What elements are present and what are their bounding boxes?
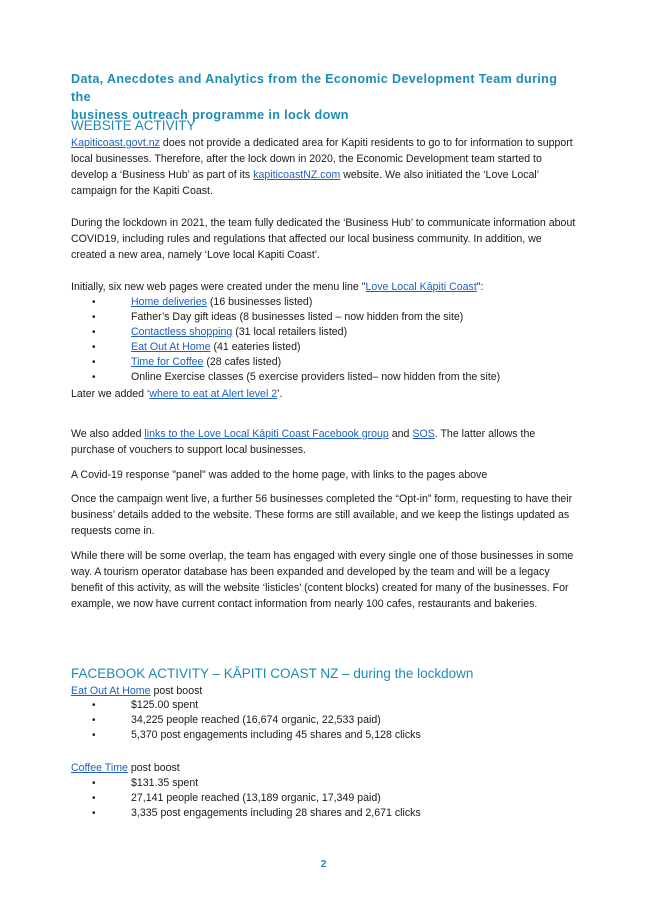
website-paragraph-1 <box>71 135 576 199</box>
title-line-2: business outreach programme in lock down <box>71 108 349 122</box>
list-item-text: (31 local retailers listed) <box>232 326 348 338</box>
list-item <box>71 806 576 821</box>
list-item-text: 34,225 people reached (16,674 organic, 22,533 paid) <box>131 714 381 726</box>
list-item-text: 5,370 post engagements including 45 shares and 5,128 clicks <box>131 729 421 741</box>
contactless-shopping-link[interactable]: Contactless shopping <box>131 326 233 338</box>
web-pages-list <box>71 295 576 385</box>
list-item <box>71 698 576 713</box>
coffee-time-boost-list <box>71 776 576 821</box>
list-item-text: 3,335 post engagements including 28 shares and 2,671 clicks <box>131 807 421 819</box>
bullet-icon: • <box>92 700 96 711</box>
website-paragraph-6: Once the campaign went live, a further 56 businesses completed the “Opt-in” form, requesting to have their business’ details added to the website. These forms are still available, and we keep the listings updated as requests come in. <box>71 493 573 537</box>
bullet-icon: • <box>92 297 96 308</box>
website-p3-text-b: ": <box>476 281 484 293</box>
bullet-icon: • <box>92 372 96 383</box>
time-for-coffee-link[interactable]: Time for Coffee <box>131 356 204 368</box>
eat-out-at-home-boost-link[interactable]: Eat Out At Home <box>71 685 151 697</box>
list-item-text: (28 cafes listed) <box>203 356 282 368</box>
sos-link[interactable]: SOS <box>412 428 435 440</box>
boost-suffix: post boost <box>150 685 203 697</box>
list-item <box>71 791 576 806</box>
website-paragraph-4 <box>71 426 576 458</box>
list-item <box>71 310 576 325</box>
boost-suffix: post boost <box>127 762 180 774</box>
page-number: 2 <box>320 858 327 870</box>
list-item-text: 27,141 people reached (13,189 organic, 17,349 paid) <box>131 792 381 804</box>
coffee-time-boost-title <box>71 760 576 776</box>
bullet-icon: • <box>92 357 96 368</box>
list-item <box>71 355 576 370</box>
website-p3-text-a: Initially, six new web pages were created under the menu line " <box>71 281 366 293</box>
list-item-text: (41 eateries listed) <box>210 341 301 353</box>
later-added-line <box>71 386 576 402</box>
list-item-text: Online Exercise classes (5 exercise providers listed– now hidden from the site) <box>131 371 501 383</box>
website-paragraph-2: During the lockdown in 2021, the team fully dedicated the ‘Business Hub’ to communicate information about COVID19, including rules and regulations that affected our local business community. In addition, we created a new area, namely ‘Love local Kapiti Coast’. <box>71 217 576 261</box>
where-to-eat-alert-level-2-link[interactable]: where to eat at Alert level 2 <box>149 388 278 400</box>
eat-out-at-home-link[interactable]: Eat Out At Home <box>131 341 211 353</box>
website-p4-text-c: . The latter allows the purchase of vouchers to support local businesses. <box>71 428 536 456</box>
coffee-time-boost-link[interactable]: Coffee Time <box>71 762 128 774</box>
title-line-1: Data, Anecdotes and Analytics from the Economic Development Team during the <box>71 72 558 104</box>
later-text-a: Later we added ‘ <box>71 388 150 400</box>
website-paragraph-5: A Covid-19 response "panel" was added to the home page, with links to the pages above <box>71 469 488 481</box>
eat-out-boost-list <box>71 698 576 743</box>
list-item <box>71 295 576 310</box>
website-p1-text-a: does not provide a dedicated area for Kapiti residents to go to for information to support local businesses. Therefore, after the lock down in 2020, the Economic Development team started to develop a ‘Business Hub’ as part of its <box>71 137 573 181</box>
website-paragraph-7: While there will be some overlap, the team has engaged with every single one of those businesses in some way. A tourism operator database has been expanded and developed by the team and will be a legacy benefit of this activity, as will the website ‘listicles’ (content blocks) created for many of the businesses. For example, we now have current contact information from nearly 100 cafes, restaurants and bakeries. <box>71 550 574 610</box>
list-item <box>71 713 576 728</box>
list-item-text: $125.00 spent <box>131 699 199 711</box>
list-item-text: Father’s Day gift ideas (8 businesses listed – now hidden from the site) <box>131 311 464 323</box>
list-item-text: $131.35 spent <box>131 777 199 789</box>
website-activity-heading: WEBSITE ACTIVITY <box>71 118 196 133</box>
facebook-activity-heading: FACEBOOK ACTIVITY – KĀPITI COAST NZ – during the lockdown <box>71 666 474 681</box>
later-text-b: ’. <box>277 388 283 400</box>
list-item <box>71 340 576 355</box>
list-item <box>71 776 576 791</box>
list-item <box>71 325 576 340</box>
website-p4-text-b: and <box>388 428 413 440</box>
bullet-icon: • <box>92 342 96 353</box>
bullet-icon: • <box>92 715 96 726</box>
eat-out-boost-title <box>71 683 576 699</box>
bullet-icon: • <box>92 778 96 789</box>
document-title <box>71 70 576 124</box>
bullet-icon: • <box>92 730 96 741</box>
bullet-icon: • <box>92 327 96 338</box>
website-p1-text-b: website. We also initiated the ‘Love Local’ campaign for the Kapiti Coast. <box>71 169 539 197</box>
list-item <box>71 728 576 743</box>
bullet-icon: • <box>92 793 96 804</box>
website-paragraph-3 <box>71 279 576 295</box>
love-local-kapiti-link[interactable]: Love Local Kāpiti Coast <box>365 281 477 293</box>
kapiticoastnz-link[interactable]: kapiticoastNZ.com <box>253 169 341 181</box>
bullet-icon: • <box>92 312 96 323</box>
website-p4-text-a: We also added <box>71 428 145 440</box>
list-item <box>71 370 576 385</box>
facebook-group-link[interactable]: links to the Love Local Kāpiti Coast Facebook group <box>144 428 389 440</box>
home-deliveries-link[interactable]: Home deliveries <box>131 296 207 308</box>
bullet-icon: • <box>92 808 96 819</box>
kapiticoast-govt-link[interactable]: Kapiticoast.govt.nz <box>71 137 160 149</box>
list-item-text: (16 businesses listed) <box>206 296 313 308</box>
